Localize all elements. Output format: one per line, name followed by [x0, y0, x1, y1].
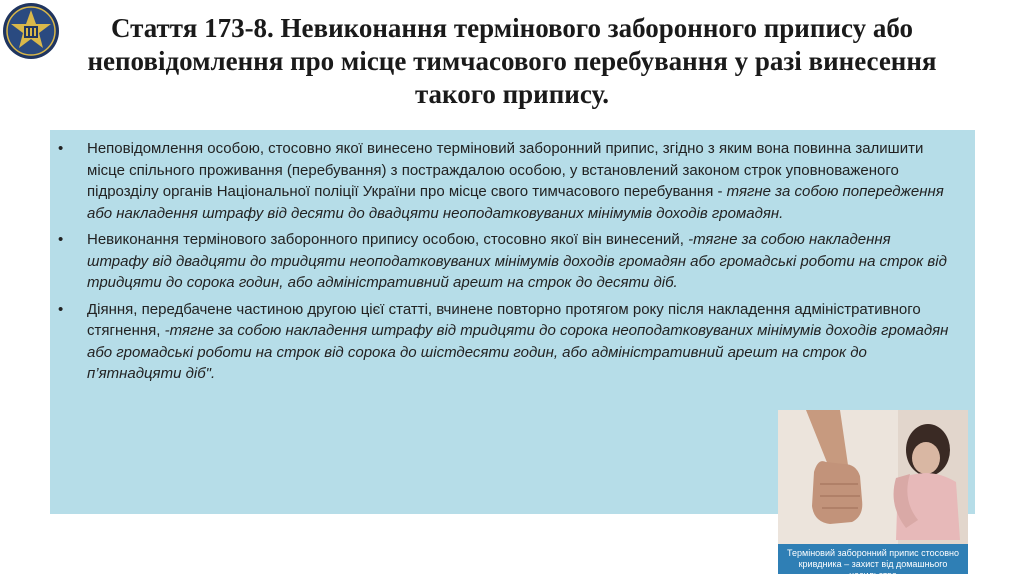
list-item — [50, 299, 950, 385]
bullet-text: Невиконання термінового заборонного припису особою, стосовно якої він винесений, — [87, 231, 689, 248]
list-item — [50, 138, 950, 224]
list-item — [50, 229, 950, 294]
bullet-penalty-text: -тягне за собою накладення штрафу від двадцяти до тридцяти неоподатковуваних мінімумів доходів громадян або громадські роботи на строк від тридцяти до сорока годин, або адміністративний арешт на строк до десяти діб. — [87, 231, 947, 291]
bullet-penalty-text: тягне за собою попередження або накладення штрафу від десяти до двадцяти неоподатковуваних мінімумів доходів громадян. — [87, 183, 944, 222]
domestic-violence-photo — [778, 410, 968, 580]
page-title: Стаття 173-8. Невиконання термінового заборонного припису або неповідомлення про місце тимчасового перебування у разі винесення такого припису. — [87, 13, 937, 109]
police-academy-logo — [2, 2, 60, 60]
bullet-text: Неповідомлення особою, стосовно якої винесено терміновий заборонний припис, згідно з яким вона повинна залишити місце спільного проживання (перебування) з постраждалою особою, у встановлений законом строк уповноваженого підрозділу органів Національної поліції України про місце свого тимчасового перебування - — [87, 140, 924, 200]
bullet-list — [50, 138, 950, 390]
police-academy-emblem-icon — [2, 2, 60, 60]
bullet-text: Діяння, передбачене частиною другою цієї статті, вчинене повторно протягом року після накладення адміністративного стягнення, — [87, 300, 921, 339]
bullet-penalty-text: -тягне за собою накладення штрафу від тридцяти до сорока неоподатковуваних мінімумів доходів громадян або громадські роботи на строк від сорока до шістдесяти годин, або адміністративний арешт на строк до п’ятнадцяти діб". — [87, 322, 949, 382]
photo-caption: Терміновий заборонний припис стосовно кривдника – захист від домашнього насильства — [778, 544, 968, 574]
